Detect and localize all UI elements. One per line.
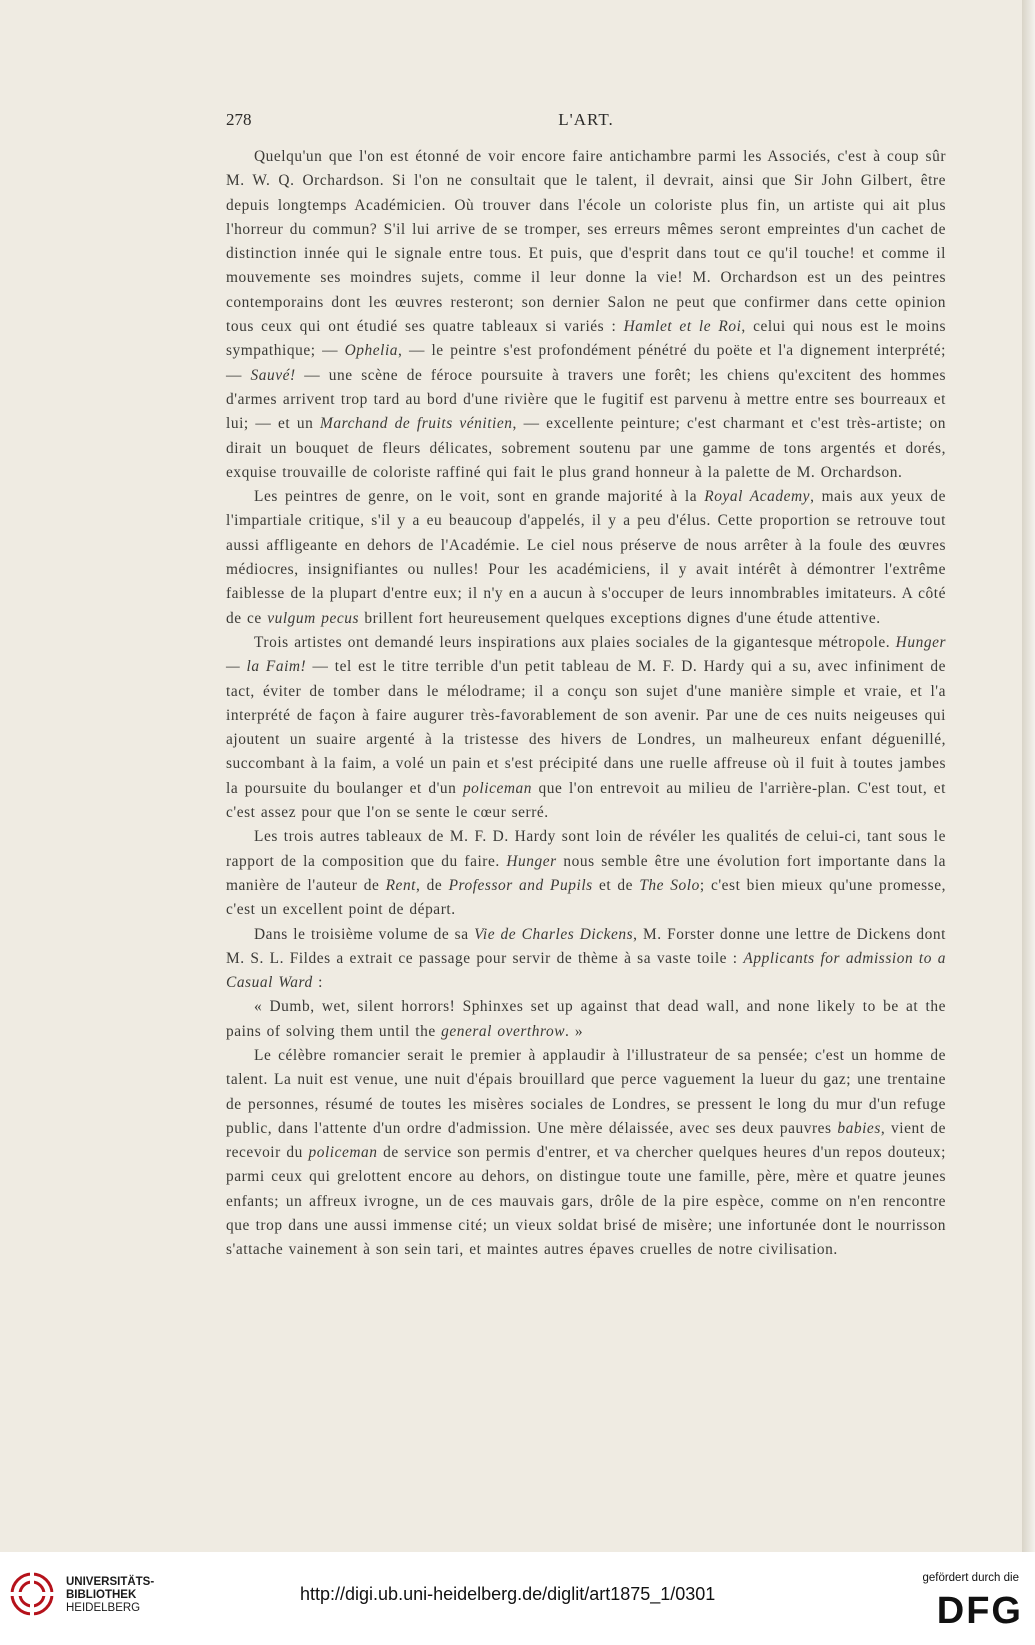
italic-title: policeman	[462, 779, 532, 797]
paragraph	[226, 1044, 946, 1263]
italic-title: Hamlet et le Roi	[623, 318, 742, 336]
italic-title: Rent	[385, 876, 417, 894]
text-run: et de	[592, 876, 640, 894]
footer-bar	[0, 1560, 1035, 1645]
text-run: , de	[416, 876, 449, 894]
text-run: , — le peintre s'est profondément pénétré du poëte et l'a dignement interprété; —	[226, 342, 946, 384]
text-run: :	[312, 974, 323, 992]
italic-title: vulgum pecus	[267, 609, 359, 627]
italic-title: Ophelia	[344, 342, 399, 360]
text-run: de service son permis d'entrer, et va chercher quelques heures d'un repos douteux; parmi ceux qui grelottent encore au dehors, on distingue toute une famille, père, mère et quatre jeunes enfants; un affreux ivrogne, un de ces mauvais gars, drôle de la pire espèce, comme on n'en rencontre que trop dans une aussi immense cité; un vieux soldat brisé de misère; une infortunée dont le nourrisson s'attache vainement à son sein tari, et maintes autres épaves cruelles de notre civilisation.	[226, 1144, 946, 1259]
permalink-url[interactable]: http://digi.ub.uni-heidelberg.de/diglit/art1875_1/0301	[300, 1584, 716, 1604]
text-run: , celui qui nous est le moins sympathique; —	[226, 318, 946, 360]
italic-title: general overthrow	[441, 1022, 566, 1040]
text-run: , M. Forster donne une lettre de Dickens dont M. S. L. Fildes a extrait ce passage pour servir de thème à sa vaste toile :	[226, 925, 946, 967]
italic-title: Hunger — la Faim!	[226, 633, 946, 676]
text-run: Le célèbre romancier serait le premier à applaudir à l'illustrateur de sa pensée; c'est un homme de talent. La nuit est venue, une nuit d'épais brouillard que perce vaguement la lueur du gaz; une trentaine de personnes, résumé de toutes les misères sociales de Londres, se pressent le long du mur d'un refuge public, dans l'attente d'un ordre d'admission. Une mère délaissée, avec ses deux pauvres	[226, 1046, 946, 1137]
text-run: Quelqu'un que l'on est étonné de voir encore faire antichambre parmi les Associés, c'est à coup sûr M. W. Q. Orchardson. Si l'on ne consultait que le talent, il devrait, ainsi que Sir John Gilbert, être depuis longtemps Académicien. Où trouver dans l'école un coloriste plus fin, un artiste qui ait plus l'horreur du commun? S'il lui arrive de se tromper, ses erreurs mêmes seront empreintes d'un cachet de distinction innée qui le signale entre tous. Et puis, que d'esprit dans tout ce qu'il touche! et comme il mouvemente ses moindres sujets, comme il leur donne la vie! M. Orchardson est un des peintres contemporains dont les œuvres resteront; son dernier Salon ne peut que confirmer dans cette opinion tous ceux qui ont étudié ses quatre tableaux si variés :	[226, 148, 946, 336]
page-number: 278	[226, 110, 252, 129]
page-edge	[1022, 0, 1035, 1552]
text-run: Trois artistes ont demandé leurs inspirations aux plaies sociales de la gigantesque métropole.	[254, 633, 896, 651]
text-run: « Dumb, wet, silent horrors! Sphinxes set up against that dead wall, and none likely to be at the pains of solving them until the	[226, 998, 946, 1040]
paragraph	[226, 485, 946, 631]
text-run: nous semble être une évolution fort importante dans la manière de l'auteur de	[226, 852, 946, 894]
italic-title: The Solo	[639, 876, 700, 894]
italic-title: Royal Academy	[704, 488, 811, 506]
running-head: L'ART.	[558, 110, 614, 129]
italic-title: policeman	[308, 1144, 378, 1162]
text-run: que l'on entrevoit au milieu de l'arrière-plan. C'est tout, et c'est assez pour que l'on se sente le cœur serré.	[226, 779, 946, 822]
text-run: Dans le troisième volume de sa	[254, 925, 475, 943]
paragraph	[226, 825, 946, 922]
italic-title: Marchand de fruits vénitien	[320, 415, 513, 433]
text-run: , — excellente peinture; c'est charmant et c'est très-artiste; on dirait un bouquet de fleurs délicates, sobrement soutenu par une gamme de tons argentés et dorés, exquise trouvaille de coloriste raffiné qui fait le plus grand honneur à la palette de M. Orchardson.	[226, 415, 946, 481]
library-name	[66, 1576, 154, 1615]
italic-title: Vie de Charles Dickens	[474, 925, 634, 943]
page-header	[226, 110, 946, 136]
text-run: brillent fort heureusement quelques exceptions dignes d'une étude attentive.	[359, 609, 881, 627]
text-run: . »	[565, 1022, 584, 1040]
paragraph	[226, 995, 946, 1044]
paragraph	[226, 631, 946, 825]
text-run: Les peintres de genre, on le voit, sont en grande majorité à la	[254, 488, 705, 506]
library-name-line: BIBLIOTHEK	[66, 1589, 137, 1601]
italic-title: Sauvé!	[250, 366, 296, 384]
italic-title: babies	[837, 1119, 881, 1137]
text-run: — une scène de féroce poursuite à travers une forêt; les chiens qu'excitent des hommes d'armes arrivent trop tard au bord d'une rivière que le fugitif est parvenu à mettre entre ses bourreaux et lui; — et un	[226, 366, 946, 433]
paragraph	[226, 923, 946, 996]
dfg-logo: DFG	[936, 1590, 1023, 1632]
paragraph	[226, 145, 946, 485]
text-run: Les trois autres tableaux de M. F. D. Hardy sont loin de révéler les qualités de celui-ci, tant sous le rapport de la composition que du faire.	[226, 828, 946, 870]
text-run: , vient de recevoir du	[226, 1119, 946, 1162]
university-library-logo-icon	[10, 1572, 58, 1616]
italic-title: Professor and Pupils	[448, 876, 593, 894]
text-run: , mais aux yeux de l'impartiale critique, s'il y a eu beaucoup d'appelés, il y a peu d'élus. Cette proportion se retrouve tout aussi affligeante en dehors de l'Académie. Le ciel nous préserve de nous arrêter à la foule des œuvres médiocres, insignifiantes ou nulles! Pour les académiciens, il y avait intérêt à démontrer l'extrême faiblesse de la plupart d'entre eux; il n'y en a aucun à s'occuper de leurs innombrables imitateurs. A côté de ce	[226, 488, 947, 627]
italic-title: Applicants for admission to a Casual Ward	[226, 949, 946, 992]
library-name-line: HEIDELBERG	[66, 1602, 141, 1614]
italic-title: Hunger	[506, 852, 557, 870]
text-run: ; c'est bien mieux qu'une promesse, c'est un excellent point de départ.	[226, 876, 946, 919]
library-name-line: UNIVERSITÄTS-	[66, 1576, 155, 1588]
text-run: — tel est le titre terrible d'un petit tableau de M. F. D. Hardy qui a su, avec infiniment de tact, éviter de tomber dans le mélodrame; il a conçu son sujet d'une manière simple et vraie, et l'a interprété de façon à faire augurer très-favorablement de son avenir. Par une de ces nuits neigeuses qui ajoutent un suaire argenté à la tristesse des hivers de Londres, un malheureux enfant déguenillé, succombant à la faim, a volé un pain et s'est précipité dans une ruelle affreuse où il fuit à toutes jambes la poursuite du boulanger et d'un	[226, 658, 946, 797]
funded-by-label: gefördert durch die	[922, 1572, 1019, 1584]
article-body	[226, 145, 946, 1263]
